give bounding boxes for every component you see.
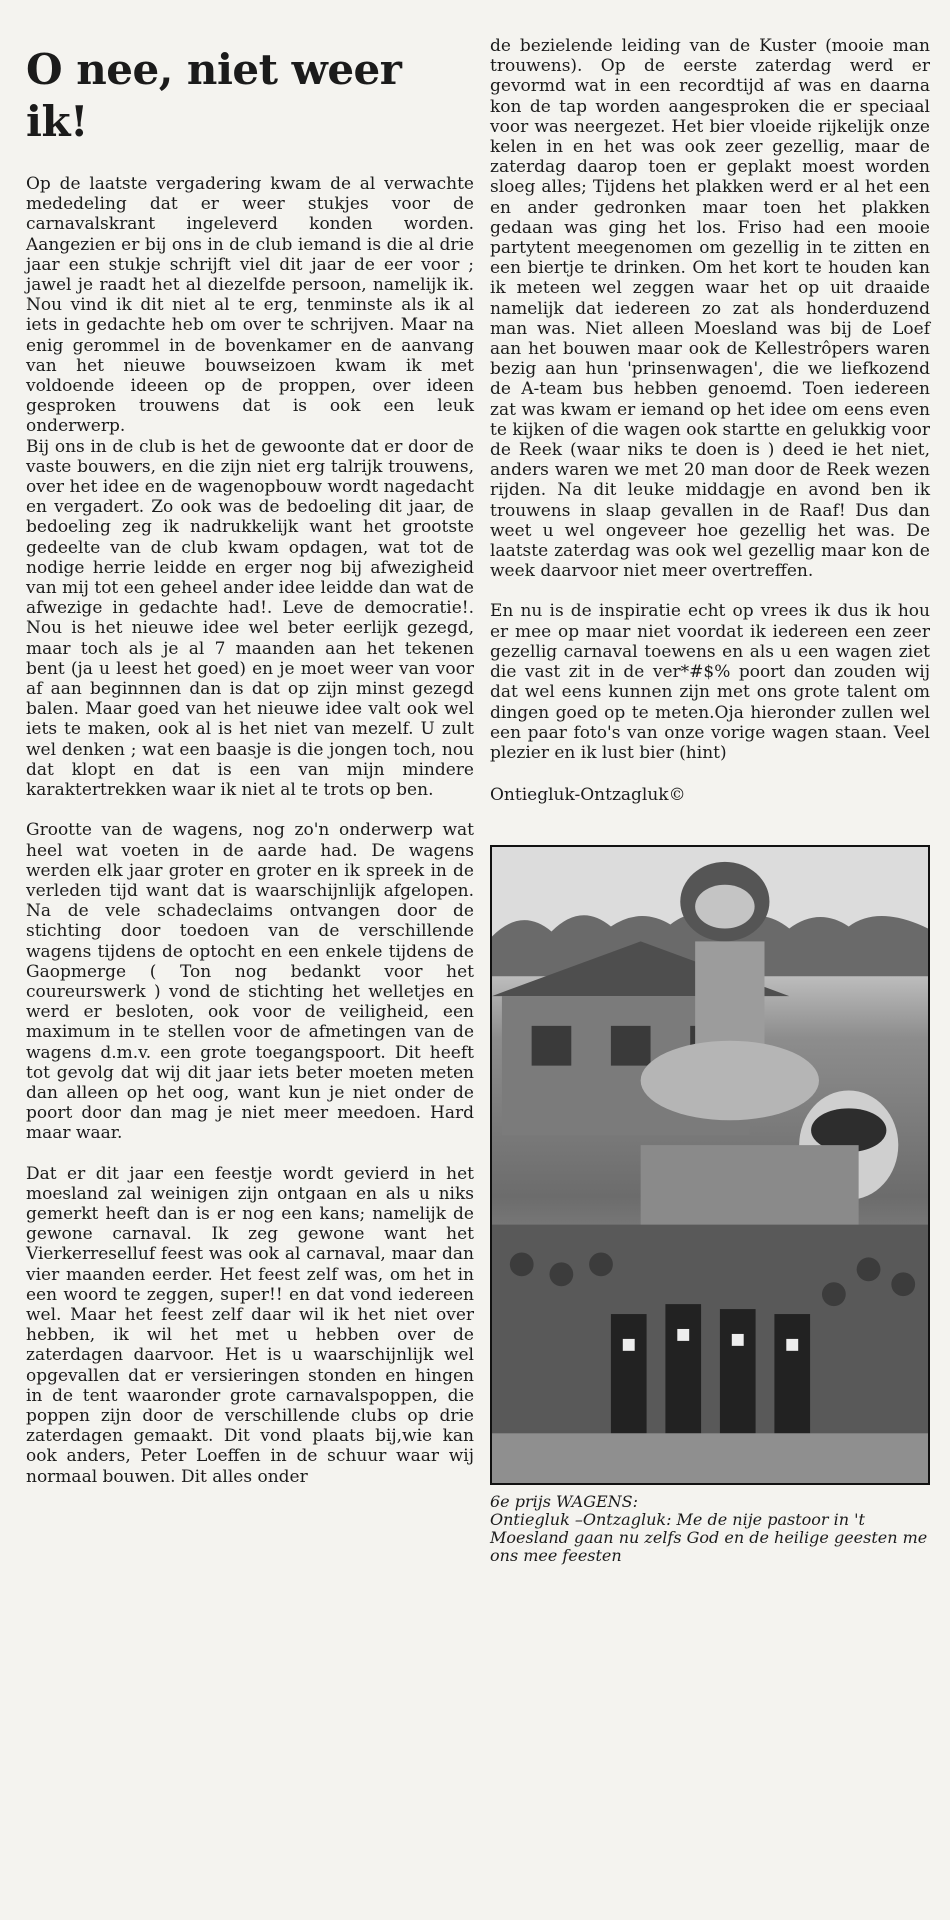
carnival-float-photo [490,845,930,1485]
caption-line-2: Ontiegluk –Ontzagluk: Me de nije pastoor in 't Moesland gaan nu zelfs God en de heilige geesten me ons mee feesten [490,1510,928,1566]
paragraph-1: Op de laatste vergadering kwam de al verwachte mededeling dat er weer stukjes voor de carnavalskrant ingeleverd konden worden. Aangezien er bij ons in de club iemand is die al drie jaar een stukje schrijft viel dit jaar de eer voor ; jawel je raadt het al diezelfde persoon, namelijk ik. Nou vind ik dit niet al te erg, tenminste als ik al iets in gedachte heb om over te schrijven. Maar na enig gerommel in de bovenkamer en de aanvang van het nieuwe bouwseizoen kwam ik met voldoende ideeen op de proppen, over ideen gesproken trouwens dat is ook een leuk onderwerp. [26,174,474,437]
photo-illustration [492,847,928,1483]
article-title: O nee, niet weer ik! [26,45,402,146]
paragraph-2: Bij ons in de club is het de gewoonte dat er door de vaste bouwers, en die zijn niet erg talrijk trouwens, over het idee en de wagenopbouw wordt nagedacht en vergadert. Zo ook was de bedoeling dit jaar, de bedoeling zeg ik nadrukkelijk want het grootste gedeelte van de club kwam opdagen, wat tot de nodige herrie leidde en erger nog bij afwezigheid van mij tot een geheel ander idee leidde dan wat de afwezige in gedachte had!. Leve de democratie!. Nou is het nieuwe idee wel beter eerlijk gezegd, maar toch als je al 7 maanden aan het tekenen bent (ja u leest het goed) en je moet weer van voor af aan beginnnen dan is dat op zijn minst gezegd balen. Maar goed van het nieuwe idee valt ook wel iets te maken, ook al is het niet van mezelf. U zult wel denken ; wat een baasje is die jongen toch, nou dat klopt en dat is een van mijn mindere karaktertrekken waar ik niet al te trots op ben. [26,436,474,801]
paragraph-6: En nu is de inspiratie echt op vrees ik dus ik hou er mee op maar niet voordat ik iedereen een zeer gezellig carnaval toewens en als u een wagen ziet die vast zit in de ver*#$% poort dan zouden wij dat wel eens kunnen zijn met ons grote talent om dingen goed op te meten.Oja hieronder zullen wel een paar foto's van onze vorige wagen staan. Veel plezier en ik lust bier (hint) [490,601,930,763]
caption-line-1: 6e prijs WAGENS: [490,1492,639,1512]
photo-caption [490,1493,930,1565]
left-column [26,36,474,1487]
paragraph-5: de bezielende leiding van de Kuster (mooie man trouwens). Op de eerste zaterdag werd er gevormd wat in een recordtijd af was en daarna kon de tap worden aangesproken die er speciaal voor was neergezet. Het bier vloeide rijkelijk onze kelen in en het was ook zeer gezellig, maar de zaterdag daarop toen er geplakt moest worden sloeg alles; Tijdens het plakken werd er al het een en ander gedronken maar toen het plakken gedaan was ging het los. Friso had een mooie partytent meegenomen om gezellig in te zitten en een biertje te drinken. Om het kort te houden kan ik meteen wel zeggen waar het op uit draaide namelijk dat iedereen zo zat als honderduzend man was. Niet alleen Moesland was bij de Loef aan het bouwen maar ook de Kellestrôpers waren bezig aan hun 'prinsenwagen', die we liefkozend de A-team bus hebben genoemd. Toen iedereen zat was kwam er iemand op het idee om eens even te kijken of die wagen ook startte en gelukkig voor de Reek (waar niks te doen is ) deed ie het niet, anders waren we met 20 man door de Reek wezen rijden. Na dit leuke middagje en avond ben ik trouwens in slaap gevallen in de Raaf! Dus dan weet u wel ongeveer hoe gezellig het was. De laatste zaterdag was ook wel gezellig maar kon de week daarvoor niet meer overtreffen. [490,36,930,582]
paragraph-3: Grootte van de wagens, nog zo'n onderwerp wat heel wat voeten in de aarde had. De wagens werden elk jaar groter en groter en ik spreek in de verleden tijd want dat is waarschijnlijk afgelopen. Na de vele schadeclaims ontvangen door de stichting door toedoen van de verschillende wagens tijdens de optocht en een enkele tijdens de Gaopmerge ( Ton nog bedankt voor het coureurswerk ) vond de stichting het welletjes en werd er besloten, ook voor de veiligheid, een maximum in te stellen voor de afmetingen van de wagens d.m.v. een grote toegangspoort. Dit heeft tot gevolg dat wij dit jaar iets beter moeten meten dan alleen op het oog, want kun je niet onder de poort door dan mag je niet meer meedoen. Hard maar waar. [26,820,474,1144]
author-signature: Ontiegluk-Ontzagluk© [490,785,686,806]
right-column [490,36,930,1565]
paragraph-4: Dat er dit jaar een feestje wordt gevierd in het moesland zal weinigen zijn ontgaan en als u niks gemerkt heeft dan is er nog een kans; namelijk de gewone carnaval. Ik zeg gewone want het Vierkerreselluf feest was ook al carnaval, maar dan vier maanden eerder. Het feest zelf was, om het in een woord te zeggen, super!! en dat vond iedereen wel. Maar het feest zelf daar wil ik het niet over hebben, ik wil het met u hebben over de zaterdagen daarvoor. Het is u waarschijnlijk wel opgevallen dat er versieringen stonden en hingen in de tent waaronder grote carnavalspoppen, die poppen zijn door de verschillende clubs op drie zaterdagen gemaakt. Dit vond plaats bij,wie kan ook anders, Peter Loeffen in de schuur waar wij normaal bouwen. Dit alles onder [26,1163,474,1487]
